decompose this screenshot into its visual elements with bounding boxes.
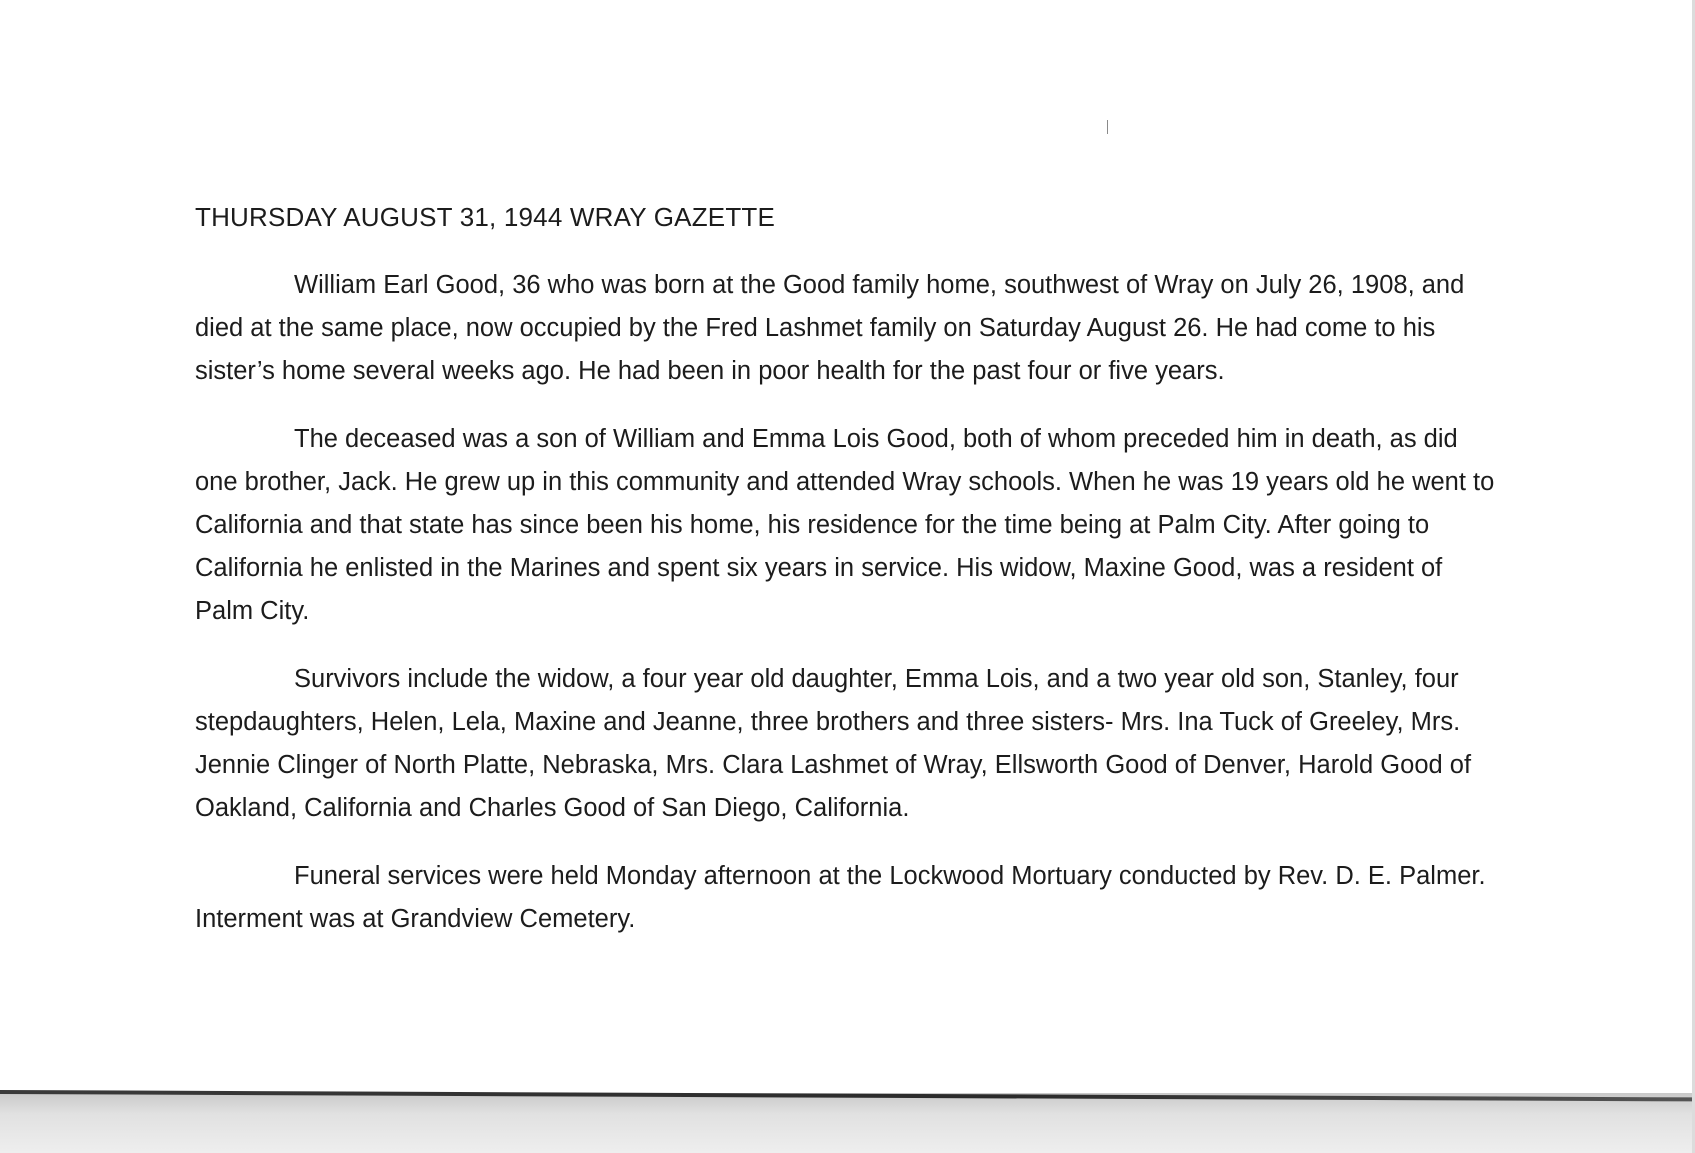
article-heading: THURSDAY AUGUST 31, 1944 WRAY GAZETTE: [195, 202, 776, 232]
paragraph-family-history: The deceased was a son of William and Emma Lois Good, both of whom preceded him in death, as did one brother, Jack. He grew up in this community and attended Wray schools. When he was 19 years old he went to California and that state has since been his home, his residence for the time being at Palm City. After going to California he enlisted in the Marines and spent six years in service. His widow, Maxine Good, was a resident of Palm City.: [195, 425, 1495, 625]
scanner-bed-shadow: [0, 1093, 1695, 1153]
scan-artifact-mark: [1107, 120, 1108, 134]
obituary-article: [195, 196, 1495, 966]
paragraph-funeral: Funeral services were held Monday afternoon at the Lockwood Mortuary conducted by Rev. D. E. Palmer. Interment was at Grandview Cemetery.: [195, 862, 1486, 933]
paragraph-biography: William Earl Good, 36 who was born at the Good family home, southwest of Wray on July 26, 1908, and died at the same place, now occupied by the Fred Lashmet family on Saturday August 26. He had come to his sister’s home several weeks ago. He had been in poor health for the past four or five years.: [195, 271, 1465, 385]
paragraph-survivors: Survivors include the widow, a four year old daughter, Emma Lois, and a two year old son, Stanley, four stepdaughters, Helen, Lela, Maxine and Jeanne, three brothers and three sisters- Mrs. Ina Tuck of Greeley, Mrs. Jennie Clinger of North Platte, Nebraska, Mrs. Clara Lashmet of Wray, Ellsworth Good of Denver, Harold Good of Oakland, California and Charles Good of San Diego, California.: [195, 665, 1472, 822]
